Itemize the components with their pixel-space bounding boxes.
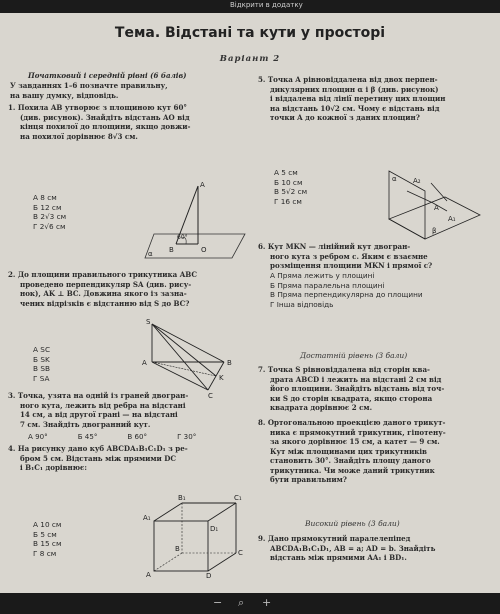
svg-text:C₁: C₁ (234, 494, 242, 502)
svg-text:A: A (142, 359, 147, 367)
q1-answers: А 8 см Б 12 см В 2√3 см Г 2√6 см (33, 193, 67, 231)
worksheet-photo (0, 13, 500, 593)
search-icon[interactable]: ⌕ (238, 596, 245, 609)
app-toolbar (0, 0, 500, 13)
level3-heading: Високий рівень (3 бали) (305, 519, 400, 528)
svg-text:A: A (200, 181, 205, 189)
svg-text:A₁: A₁ (143, 514, 151, 522)
zoom-in-button[interactable]: + (262, 596, 272, 609)
question-5: 5. Точка A рівновіддалена від двох перпен- дикулярних площин α і β (див. рисунок) і віддалена від лінії перетину цих площин на відстань 10√2 см. Чому є відстань від точки A до кожної з даних площин? (258, 75, 446, 122)
q4-cube-figure (142, 493, 247, 578)
question-4: 4. На рисунку дано куб ABCDA₁B₁C₁D₁ з ре- бром 5 см. Відстань між прямими DC і B₁C₁ дорівнює: (8, 444, 188, 472)
level2-heading: Достатній рівень (3 бали) (300, 351, 408, 360)
svg-text:B: B (169, 246, 174, 254)
q2-figure (138, 318, 253, 398)
svg-text:α: α (148, 250, 153, 258)
zoom-out-button[interactable]: − (213, 596, 223, 609)
svg-text:60°: 60° (177, 234, 188, 241)
q5-answers: А 5 см Б 10 см В 5√2 см Г 16 см (274, 168, 308, 206)
svg-text:K: K (219, 374, 224, 382)
svg-text:A₂: A₂ (413, 177, 421, 185)
svg-text:A: A (434, 204, 439, 212)
q2-answers: А SC Б SK В SB Г SA (33, 345, 51, 383)
question-6: 6. Кут MKN — лінійний кут двогран- ного кута з ребром c. Яким є взаємне розміщення площини MKN і прямої c? (258, 242, 433, 270)
svg-text:D₁: D₁ (210, 525, 219, 533)
question-2: 2. До площини правильного трикутника ABC проведено перпендикуляр SA (див. рису- нок), AK ⊥ BC. Довжина якого із зазна- чених відрізків є відстанню від S до BC? (8, 270, 197, 308)
svg-text:B: B (175, 545, 180, 553)
svg-text:A: A (146, 571, 151, 578)
question-1: 1. Похила AB утворює з площиною кут 60° (див. рисунок). Знайдіть відстань AO від кінця похилої до площини, якщо довжи- на похилої дорівнює 8√3 см. (8, 103, 191, 141)
q1-figure (140, 176, 255, 266)
svg-text:D: D (206, 572, 212, 578)
question-8: 8. Ортогональною проекцією даного трикут- ника є прямокутний трикутник, гіпотену- за якого дорівнює 15 см, а катет — 9 см. Кут між площинами цих трикутників становить 30°. Знайдіть площу даного трикутника. Чи може даний трикутник бути правильним? (258, 418, 446, 484)
variant-heading: Варіант 2 (219, 54, 281, 64)
svg-text:O: O (201, 246, 207, 254)
q5-figure (375, 161, 485, 246)
svg-text:β: β (432, 227, 437, 235)
question-3: 3. Точка, узята на одній із граней двогран- ного кута, лежить від ребра на відстані 14 см, а від другої грані — на відстані 7 см. Знайдіть двогранний кут. (8, 391, 189, 429)
instruction: У завданнях 1–6 позначте правильну, на вашу думку, відповідь. (10, 81, 168, 100)
svg-text:C: C (238, 549, 243, 557)
svg-text:A₁: A₁ (448, 215, 456, 223)
q4-answers: А 10 см Б 5 см В 15 см Г 8 см (33, 520, 62, 558)
page-title: Тема. Відстані та кути у просторі (114, 25, 386, 41)
svg-text:B: B (227, 359, 232, 367)
svg-text:C: C (208, 392, 213, 398)
svg-text:S: S (146, 318, 151, 326)
open-in-app-link[interactable]: Відкрити в додатку (230, 1, 303, 9)
viewer-bottom-bar (0, 593, 500, 614)
q3-answers: А 90° Б 45° В 60° Г 30° (28, 432, 197, 441)
q6-answers: А Пряма лежить у площині Б Пряма паралельна площині В Пряма перпендикулярна до площини Г Інша відповідь (270, 271, 423, 309)
svg-text:B₁: B₁ (178, 494, 186, 502)
question-7: 7. Точка S рівновіддалена від сторін ква- драта ABCD і лежить на відстані 2 см від його площини. Знайдіть відстань від точ- ки S до сторін квадрата, якщо сторона квадрата дорівнює 2 см. (258, 365, 445, 412)
question-9: 9. Дано прямокутний паралелепіпед ABCDA₁B₁C₁D₁, AB = a; AD = b. Знайдіть відстань між прямими AA₁ і BD₁. (258, 534, 436, 562)
svg-text:α: α (392, 175, 397, 183)
level-heading: Початковий і середній рівні (6 балів) (28, 71, 187, 80)
